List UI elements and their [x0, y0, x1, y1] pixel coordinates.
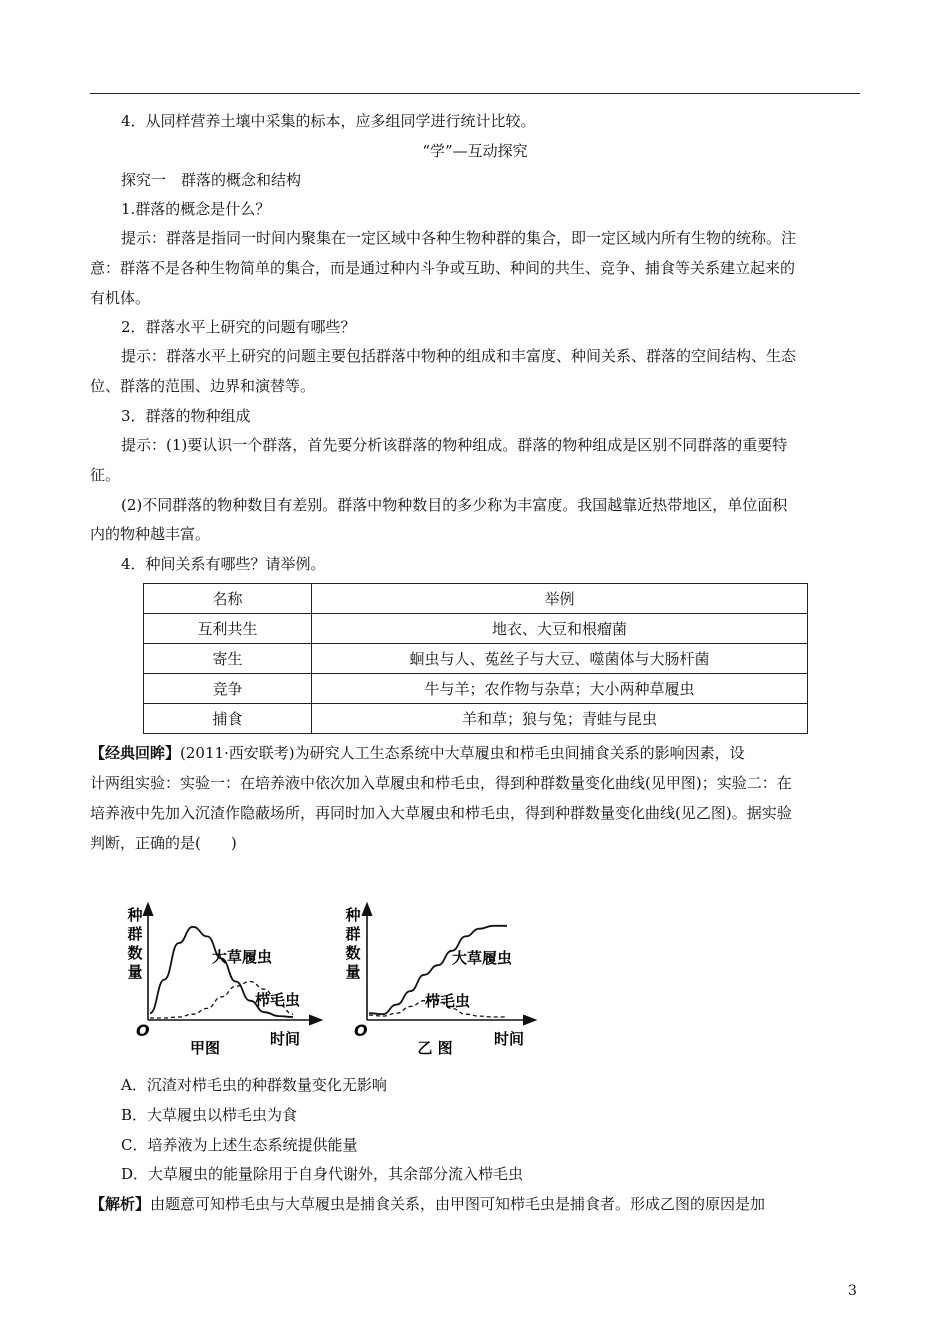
origin-label: O	[354, 1021, 368, 1040]
table-cell: 竞争	[144, 674, 312, 704]
answer-1-line: 提示：群落是指同一时间内聚集在一定区域中各种生物种群的集合，即一定区域内所有生物的统称。注	[121, 229, 797, 247]
series-label: 大草履虫	[452, 949, 513, 967]
classic-text: (2011·西安联考)为研究人工生态系统中大草履虫和栉毛虫间捕食关系的影响因素，设	[180, 744, 745, 762]
intro-line-4: 4．从同样营养土壤中采集的标本，应多组同学进行统计比较。	[121, 112, 536, 130]
table-cell: 牛与羊；农作物与杂草；大小两种草履虫	[312, 674, 808, 704]
chart-title: 甲图	[189, 1039, 221, 1057]
classic-line-3: 培养液中先加入沉渣作隐蔽场所，再同时加入大草履虫和栉毛虫，得到种群数量变化曲线(见乙图)。据实验	[90, 804, 792, 822]
question-3: 3．群落的物种组成	[121, 407, 251, 425]
origin-label: O	[136, 1021, 150, 1040]
question-1: 1.群落的概念是什么？	[121, 200, 271, 218]
option-c: C．培养液为上述生态系统提供能量	[121, 1136, 358, 1154]
series-label: 栉毛虫	[255, 991, 301, 1009]
chart-title: 乙 图	[417, 1039, 453, 1057]
table-cell: 蛔虫与人、菟丝子与大豆、噬菌体与大肠杆菌	[312, 644, 808, 674]
analysis-text: 由题意可知栉毛虫与大草履虫是捕食关系，由甲图可知栉毛虫是捕食者。形成乙图的原因是加	[150, 1195, 766, 1213]
analysis-line	[90, 1194, 860, 1214]
answer-2-line: 位、群落的范围、边界和演替等。	[90, 377, 316, 395]
answer-3-line: 提示：(1)要认识一个群落，首先要分析该群落的物种组成。群落的物种组成是区别不同群落的重要特	[121, 436, 788, 454]
series-label: 大草履虫	[212, 948, 273, 966]
table-cell: 羊和草；狼与兔；青蛙与昆虫	[312, 704, 808, 734]
table-header: 举例	[312, 584, 808, 614]
answer-2-line: 提示：群落水平上研究的问题主要包括群落中物种的组成和丰富度、种间关系、群落的空间结构、生态	[121, 347, 797, 365]
answer-1-line: 有机体。	[90, 289, 151, 307]
classic-line-2: 计两组实验：实验一：在培养液中依次加入草履虫和栉毛虫，得到种群数量变化曲线(见甲图)；实验二：在	[90, 774, 792, 792]
answer-3-line: 内的物种越丰富。	[90, 525, 211, 543]
table-cell: 互利共生	[144, 614, 312, 644]
table-header: 名称	[144, 584, 312, 614]
answer-1-line: 意：群落不是各种生物简单的集合，而是通过种内斗争或互助、种间的共生、竞争、捕食等关系建立起来的	[90, 259, 796, 277]
table-cell: 寄生	[144, 644, 312, 674]
answer-3-line: (2)不同群落的物种数目有差别。群落中物种数目的多少称为丰富度。我国越靠近热带地区，单位面积	[121, 496, 788, 514]
question-4: 4．种间关系有哪些？请举例。	[121, 555, 326, 573]
answer-3-line: 征。	[90, 466, 121, 484]
analysis-tag: 【解析】	[90, 1195, 151, 1213]
chart-yi	[344, 906, 531, 1057]
explore-title: 探究一 群落的概念和结构	[121, 171, 302, 189]
table-cell: 捕食	[144, 704, 312, 734]
classic-line-4: 判断，正确的是( )	[90, 834, 237, 852]
option-a: A．沉渣对栉毛虫的种群数量变化无影响	[121, 1076, 387, 1094]
question-2: 2．群落水平上研究的问题有哪些？	[121, 318, 356, 336]
option-b: B．大草履虫以栉毛虫为食	[121, 1106, 298, 1124]
chart-jia	[126, 906, 317, 1057]
series-label: 栉毛虫	[425, 992, 471, 1010]
section-title: “学”—互动探究	[422, 142, 528, 160]
y-axis-label: 种群数量	[345, 906, 361, 981]
table-cell: 地衣、大豆和根瘤菌	[312, 614, 808, 644]
option-d: D．大草履虫的能量除用于自身代谢外，其余部分流入栉毛虫	[121, 1165, 524, 1183]
y-axis-label: 种群数量	[127, 906, 143, 981]
classic-tag: 【经典回眸】	[90, 744, 181, 762]
page-number: 3	[848, 1283, 857, 1299]
x-axis-label: 时间	[494, 1030, 525, 1048]
x-axis-label: 时间	[270, 1030, 301, 1048]
